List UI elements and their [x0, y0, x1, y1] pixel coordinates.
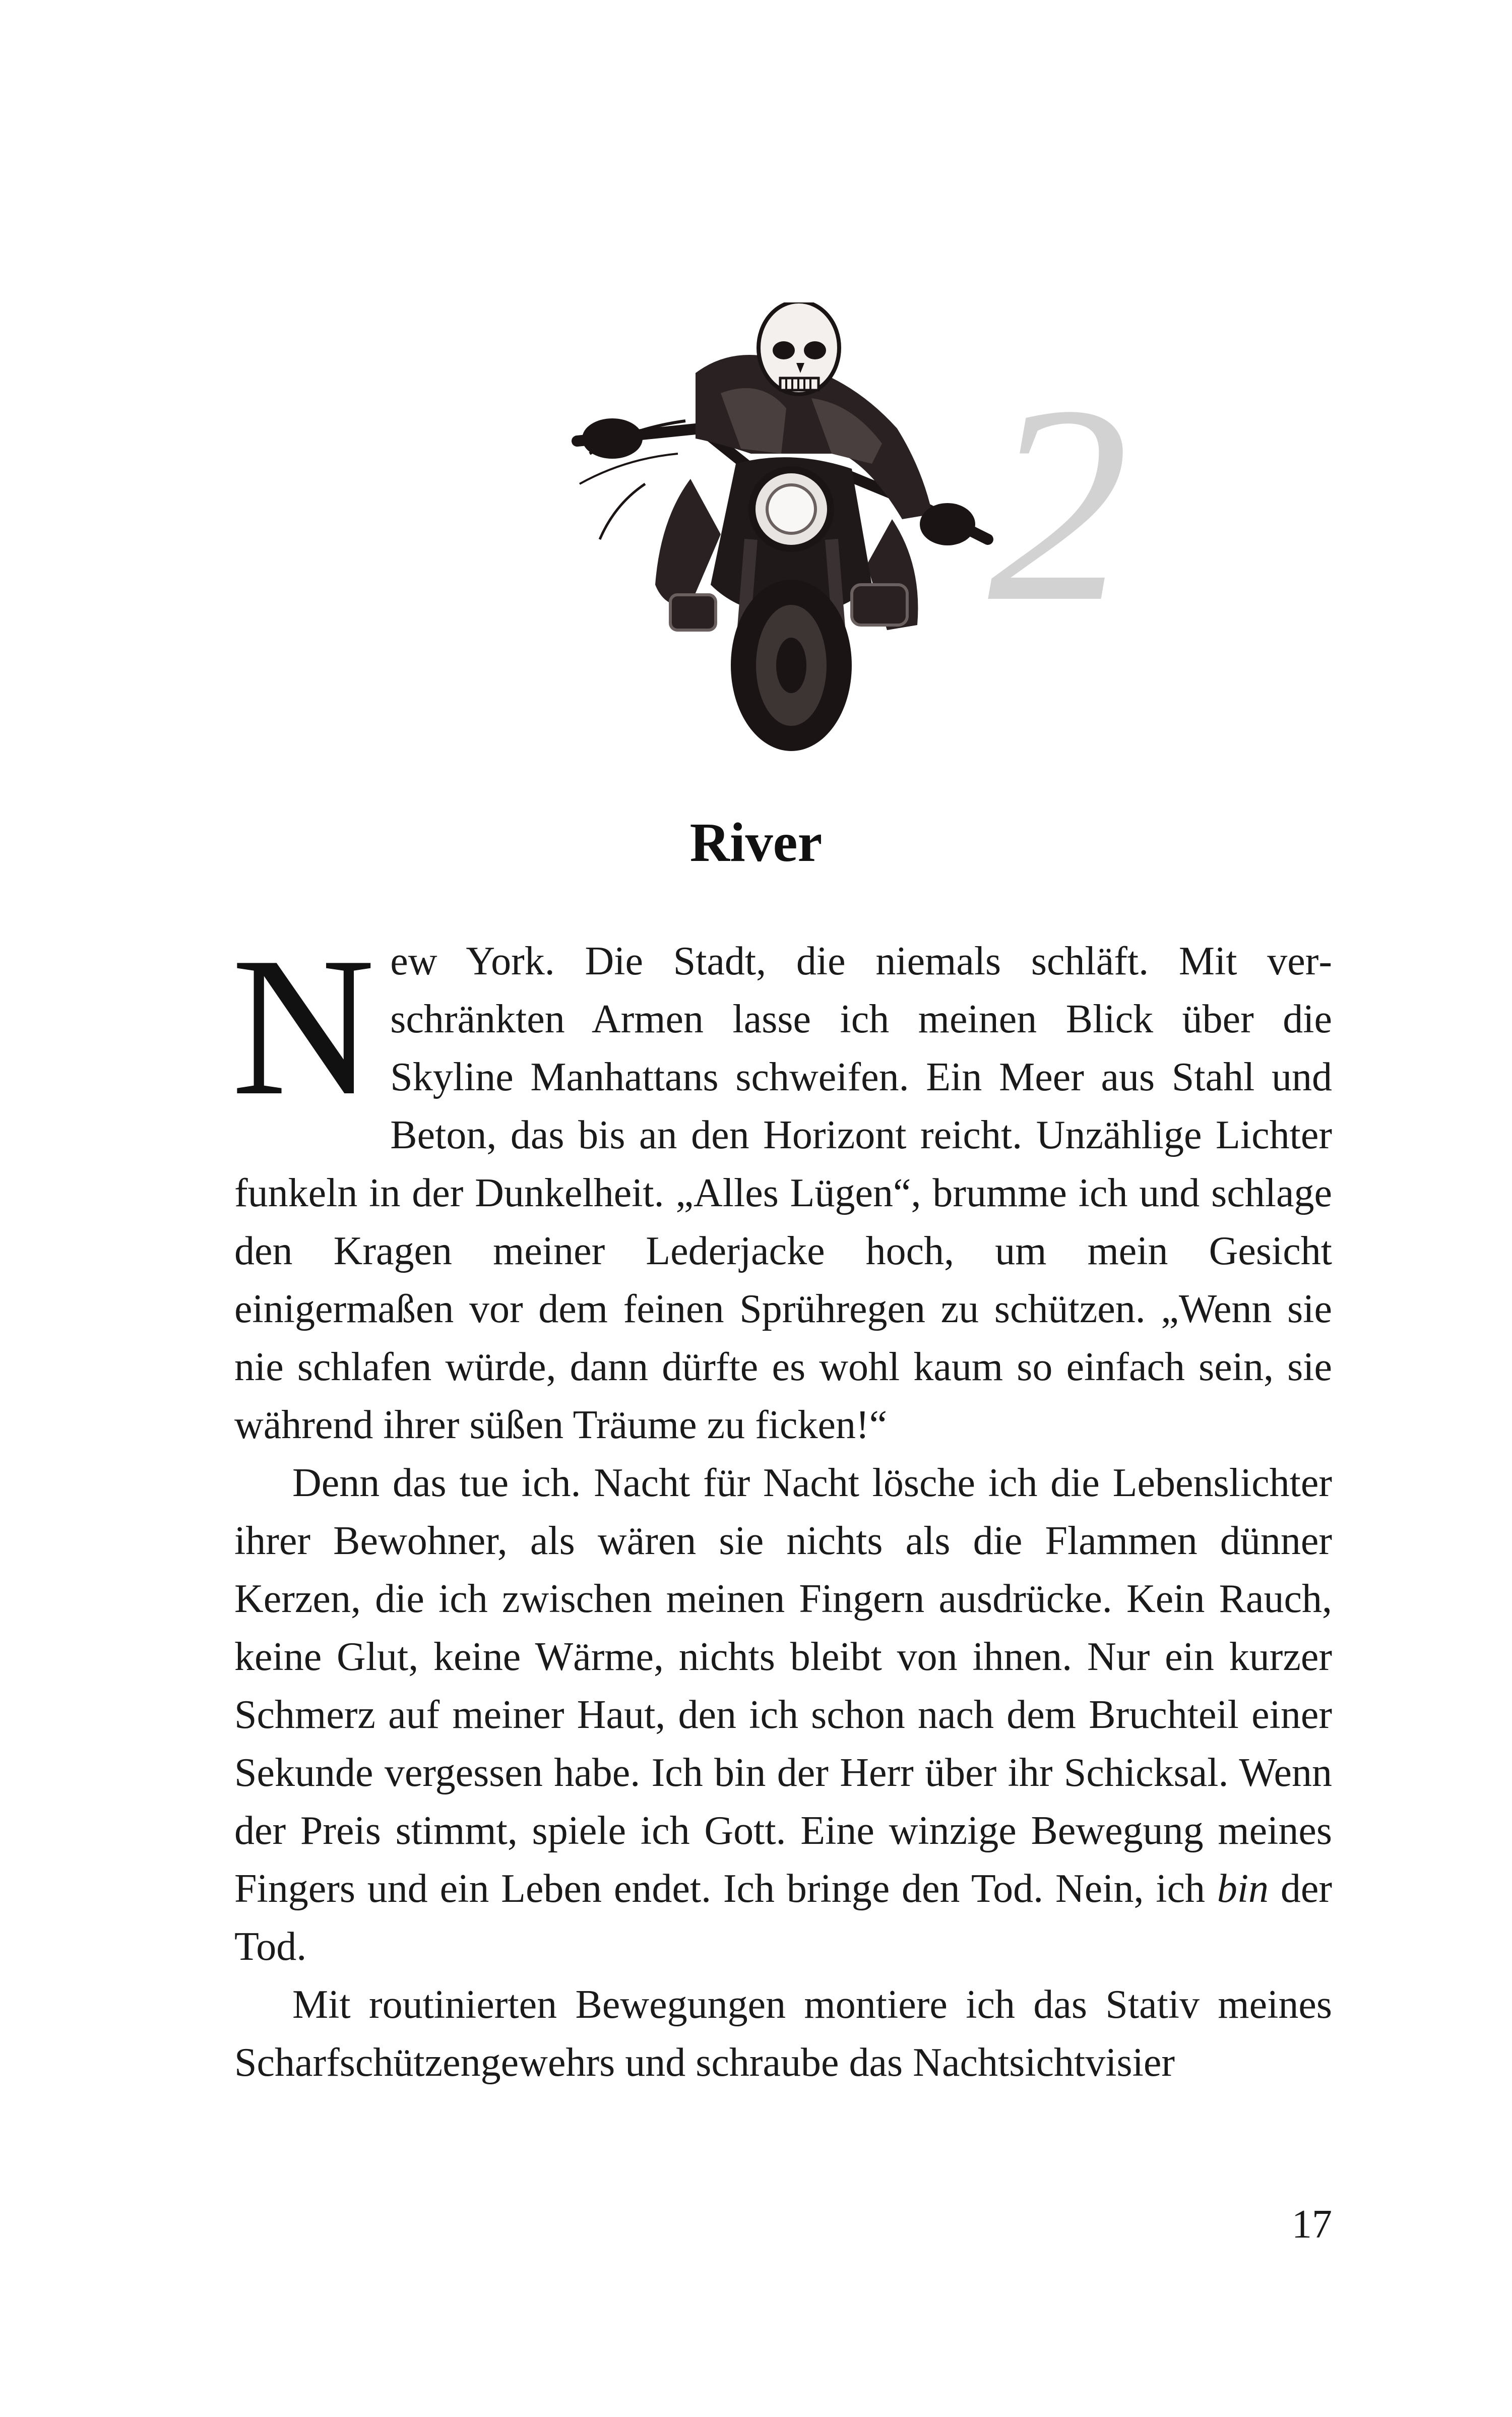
chapter-title: River — [689, 812, 823, 873]
paragraph-2-italic: bin — [1217, 1867, 1269, 1911]
paragraph-1-text: ew York. Die Stadt, die niemals schläft. Mit verschränkten Armen lasse ich meinen Blick über die Skyline Manhattans schweifen. Ein Meer aus Stahl und Beton, das bis an den Horizont reicht. Unzählige Lichter funkeln in der Dunkelheit. „Alles Lügen“, brumme ich und schlage den Kragen meiner Lederjacke hoch, um mein Gesicht einigermaßen vor dem feinen Sprühregen zu schützen. „Wenn sie nie schlafen würde, dann dürfte es wohl kaum so einfach sein, sie während ihrer süßen Träume zu ficken!“ — [234, 939, 1332, 1447]
paragraph-3 — [234, 1976, 1332, 2092]
paragraph-3-text: Mit routinierten Bewegungen montiere ich das Stativ meines Scharfschützengewehrs und schraube das Nachtsichtvisier — [234, 1982, 1332, 2085]
skull-biker-illustration — [570, 302, 1013, 756]
dropcap-letter: N — [231, 916, 375, 1137]
page-number: 17 — [1292, 2202, 1332, 2247]
paragraph-2 — [234, 1454, 1332, 1976]
chapter-number: 2 — [988, 348, 1129, 660]
paragraph-1 — [231, 916, 1332, 1454]
chapter-body — [231, 916, 1333, 2092]
paragraph-2-text: Denn das tue ich. Nacht für Nacht lösche ich die Lebenslichter ihrer Bewohner, als wären sie nichts als die Flammen dünner Kerzen, die ich zwischen meinen Fingern ausdrücke. Kein Rauch, keine Glut, keine Wärme, nichts bleibt von ihnen. Nur ein kurzer Schmerz auf meiner Haut, den ich schon nach dem Bruchteil einer Sekunde vergessen habe. Ich bin der Herr über ihr Schicksal. Wenn der Preis stimmt, spiele ich Gott. Eine winzige Bewegung meines Fingers und ein Leben endet. Ich bringe den Tod. Nein, ich — [234, 1461, 1332, 1911]
paragraph-2-end: der Tod. — [234, 1867, 1333, 1969]
